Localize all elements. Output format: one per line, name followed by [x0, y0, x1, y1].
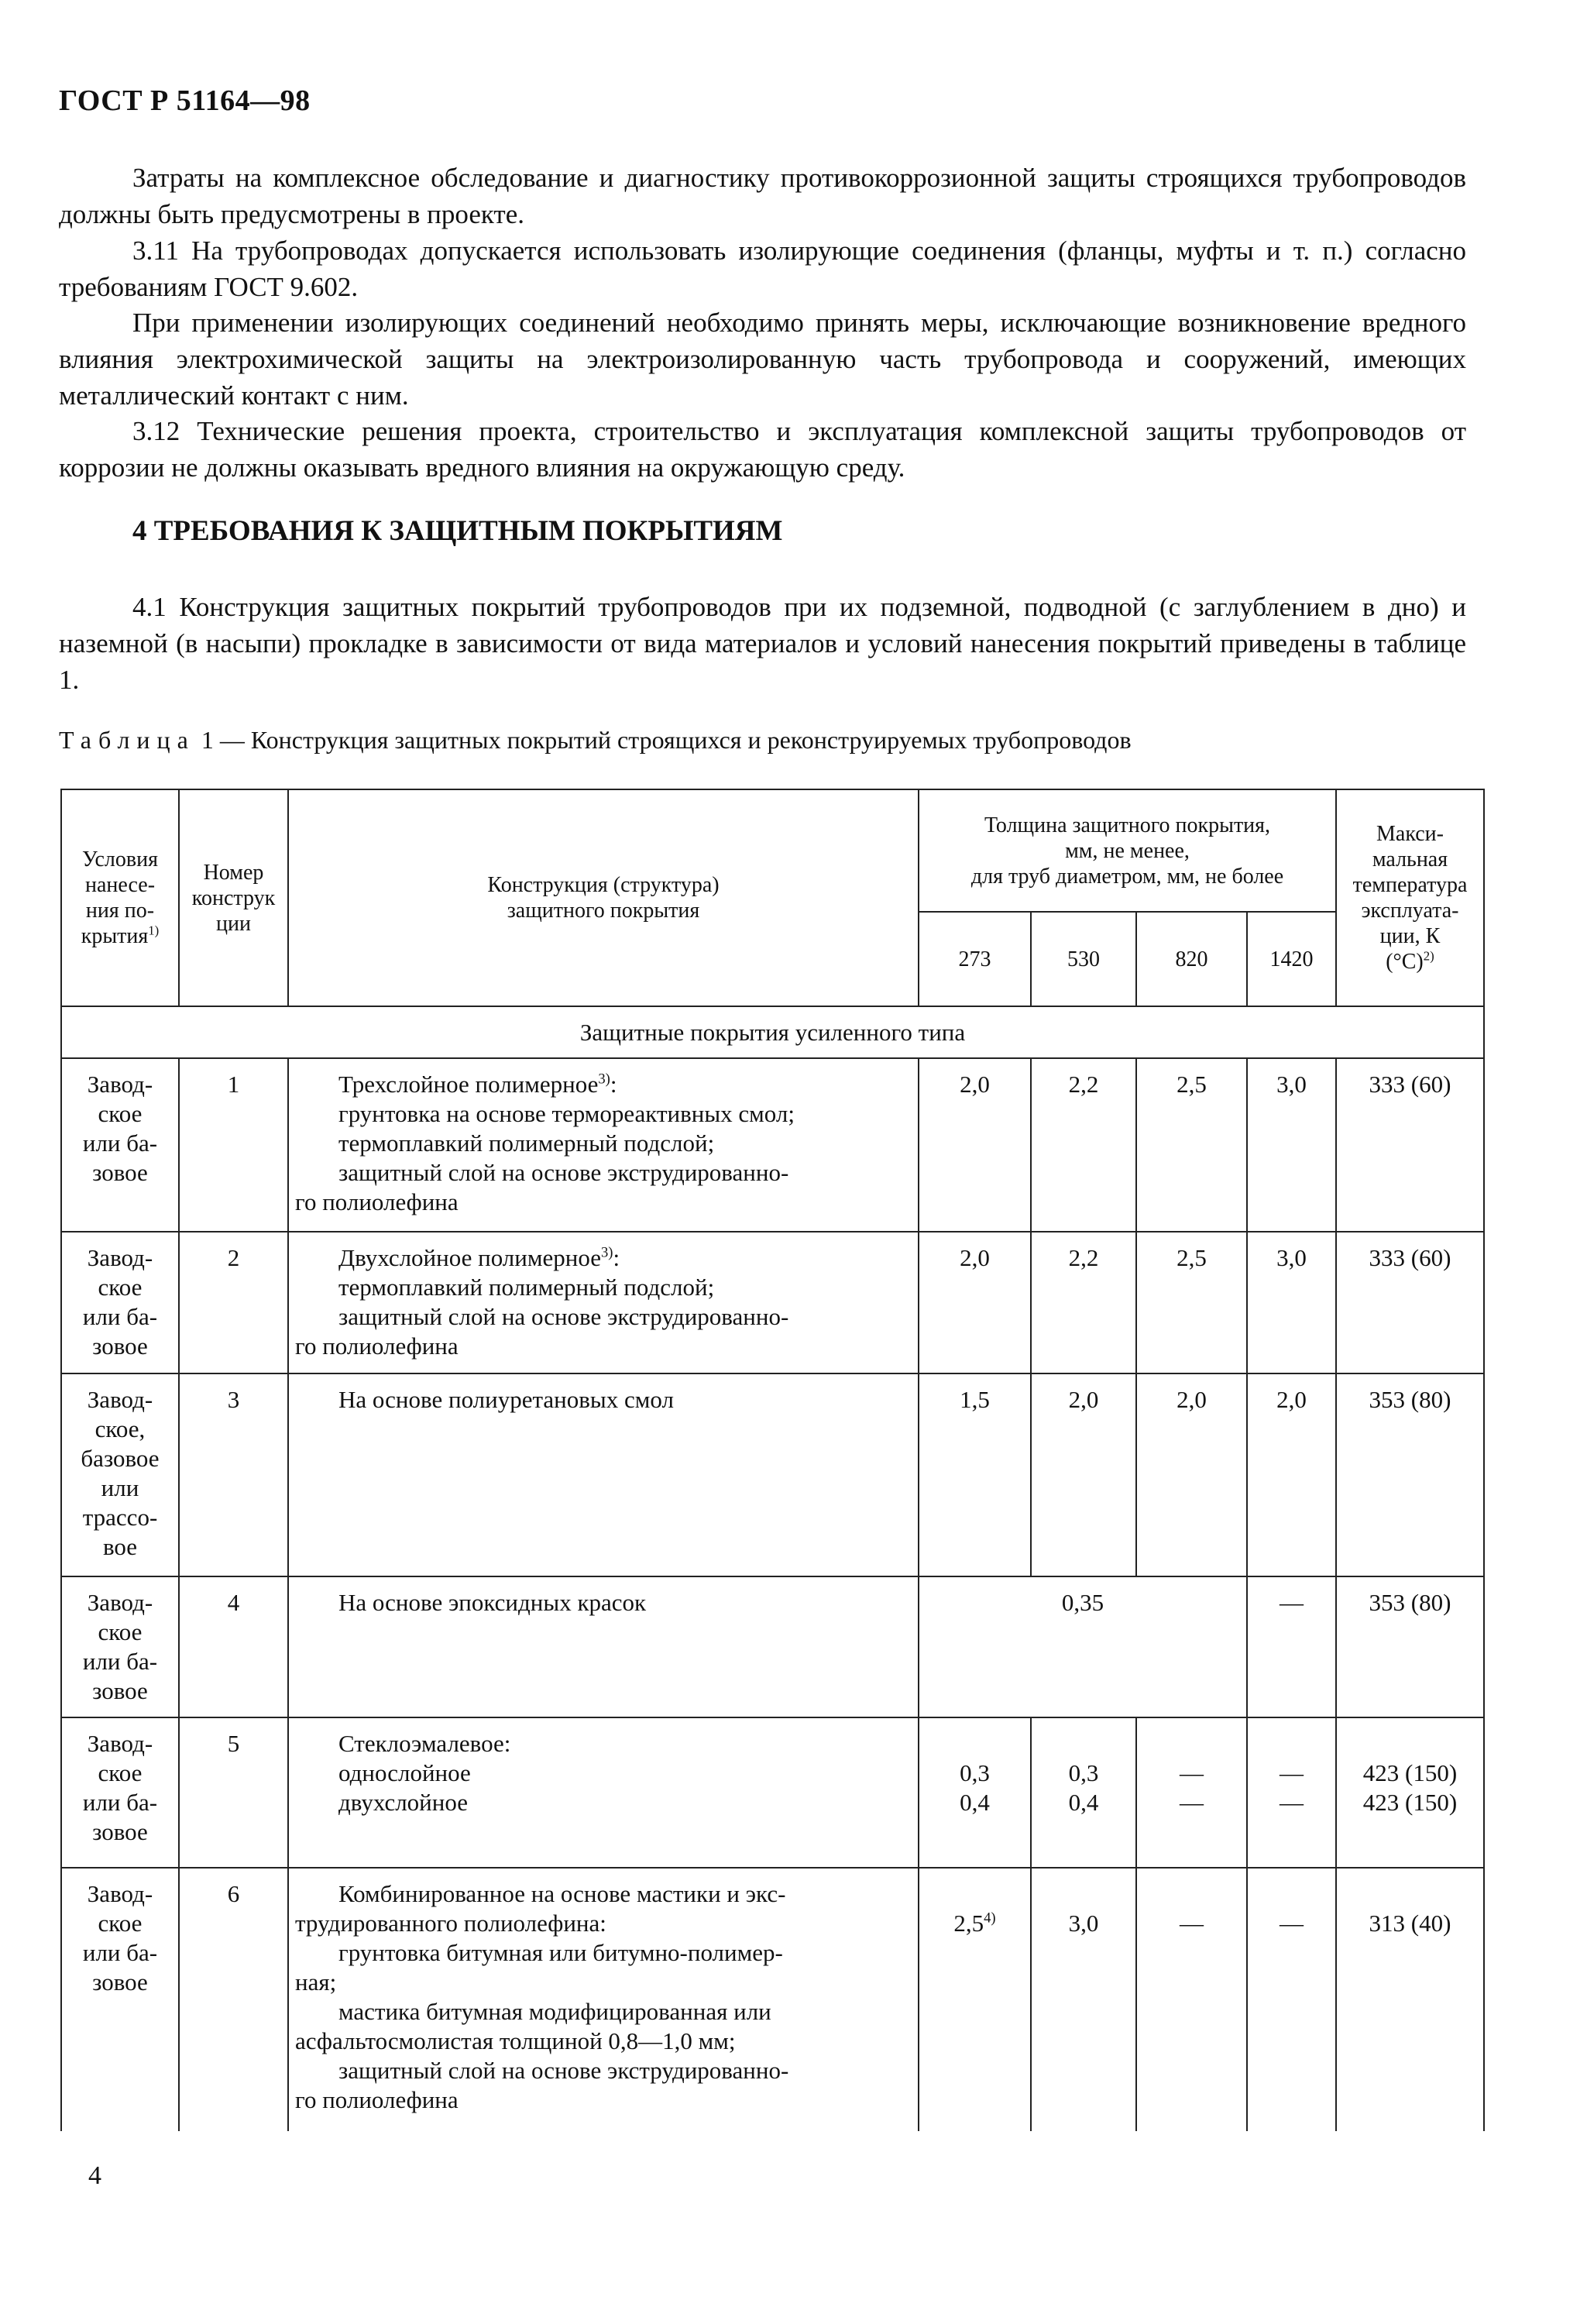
table-row [61, 1576, 1484, 1717]
header-diameter-273: 273 [919, 912, 1031, 1006]
cell-thickness-merged: 0,35 [919, 1576, 1247, 1717]
cell-thickness-273 [919, 1717, 1031, 1868]
construction-layer: термоплавкий полимерный подслой; [338, 1274, 715, 1301]
cell-thickness-820: — — [1136, 1717, 1247, 1868]
cell-number: 4 [179, 1576, 288, 1717]
footnote-ref: 1) [148, 923, 160, 938]
cell-thickness-530: 2,2 [1031, 1232, 1136, 1373]
header-max-temp-text: Макси- мальная температура эксплуата- ции, К (°С) [1352, 822, 1468, 974]
header-construction: Конструкция (структура) защитного покрытия [288, 789, 919, 1006]
header-conditions-text: Условия нанесе- ния по- крытия [81, 847, 158, 948]
thickness-value: 1,5 [960, 1386, 990, 1413]
footnote-ref: 3) [598, 1071, 610, 1088]
cell-thickness-1420: — [1247, 1576, 1336, 1717]
cell-max-temp: 353 (80) [1336, 1576, 1484, 1717]
construction-title-end: : [610, 1071, 617, 1098]
section-row-reinforced: Защитные покрытия усиленного типа [61, 1006, 1484, 1058]
cell-conditions: Завод- ское или ба- зовое [61, 1717, 179, 1868]
cell-max-temp: 353 (80) [1336, 1373, 1484, 1576]
paragraph-costs: Затраты на комплексное обследование и диагностику противокоррозионной защиты строящихся трубопроводов должны быть предусмотрены в проекте. [59, 163, 1466, 229]
cell-thickness-1420: — [1247, 1868, 1336, 2131]
table-body [61, 1006, 1484, 2131]
table-caption-label: Таблица [59, 726, 195, 754]
cell-max-temp: 333 (60) [1336, 1232, 1484, 1373]
cell-conditions: Завод- ское или ба- зовое [61, 1576, 179, 1717]
construction-layer: защитный слой на основе экструдированно- го полиолефина [295, 1303, 789, 1360]
cell-thickness-273 [919, 1868, 1031, 2131]
construction-title-end: : [613, 1244, 620, 1271]
coatings-table [60, 789, 1485, 2131]
cell-number: 6 [179, 1868, 288, 2131]
cell-max-temp: 313 (40) [1336, 1868, 1484, 2131]
construction-title-text: На основе полиуретановых смол [338, 1386, 674, 1413]
cell-thickness-530: 2,0 [1031, 1373, 1136, 1576]
cell-construction [288, 1232, 919, 1373]
cell-number: 2 [179, 1232, 288, 1373]
construction-title-text: Стеклоэмалевое: [338, 1730, 511, 1757]
header-diameter-530: 530 [1031, 912, 1136, 1006]
cell-max-temp: 423 (150) 423 (150) [1336, 1717, 1484, 1868]
construction-title-text: Трехслойное полимерное [338, 1071, 599, 1098]
cell-thickness-820: 2,5 [1136, 1058, 1247, 1232]
table-row [61, 1373, 1484, 1576]
thickness-value: 2,0 [960, 1244, 990, 1271]
table-row [61, 1717, 1484, 1868]
cell-construction [288, 1373, 919, 1576]
thickness-value: 2,0 [960, 1071, 990, 1098]
cell-thickness-1420: 3,0 [1247, 1232, 1336, 1373]
cell-number: 1 [179, 1058, 288, 1232]
cell-conditions: Завод- ское или ба- зовое [61, 1058, 179, 1232]
header-conditions [61, 789, 179, 1006]
cell-thickness-1420: — — [1247, 1717, 1336, 1868]
cell-thickness-530: 2,2 [1031, 1058, 1136, 1232]
footnote-ref: 3) [600, 1244, 613, 1261]
table-row [61, 1868, 1484, 2131]
cell-construction [288, 1868, 919, 2131]
construction-layer: мастика битумная модифицированная или асфальтосмолистая толщиной 0,8—1,0 мм; [295, 1998, 771, 2054]
header-number: Номер конструк ции [179, 789, 288, 1006]
cell-max-temp: 333 (60) [1336, 1058, 1484, 1232]
cell-thickness-273 [919, 1373, 1031, 1576]
cell-thickness-273 [919, 1058, 1031, 1232]
cell-conditions: Завод- ское или ба- зовое [61, 1232, 179, 1373]
table-row [61, 1058, 1484, 1232]
construction-title [295, 1385, 915, 1415]
construction-layer: термоплавкий полимерный подслой; [338, 1129, 715, 1157]
cell-conditions: Завод- ское или ба- зовое [61, 1868, 179, 2131]
construction-layer: защитный слой на основе экструдированно- го полиолефина [295, 1159, 789, 1215]
cell-thickness-530: 0,3 0,4 [1031, 1717, 1136, 1868]
construction-title-text: Комбинированное на основе мастики и экс- трудированного полиолефина: [295, 1880, 786, 1937]
cell-thickness-1420: 3,0 [1247, 1058, 1336, 1232]
cell-number: 3 [179, 1373, 288, 1576]
table-caption-text: 1 — Конструкция защитных покрытий строящихся и реконструируемых трубопроводов [201, 726, 1132, 754]
page-number: 4 [88, 2161, 101, 2190]
header-diameter-1420: 1420 [1247, 912, 1336, 1006]
construction-title [295, 1879, 915, 1938]
cell-thickness-820: 2,0 [1136, 1373, 1247, 1576]
cell-construction [288, 1717, 919, 1868]
paragraph-4-1: 4.1 Конструкция защитных покрытий трубопроводов при их подземной, подводной (с заглублением в дно) и наземной (в насыпи) прокладке в зависимости от вида материалов и условий нанесения покрытий приведены в таблице 1. [59, 592, 1466, 695]
cell-thickness-820: — [1136, 1868, 1247, 2131]
thickness-value: 2,5 [953, 1910, 984, 1937]
footnote-ref: 4) [984, 1910, 996, 1927]
cell-construction [288, 1058, 919, 1232]
header-max-temp [1336, 789, 1484, 1006]
construction-title-text: Двухслойное полимерное [338, 1244, 601, 1271]
construction-layer: однослойное [338, 1759, 471, 1786]
cell-thickness-273 [919, 1232, 1031, 1373]
thickness-value: 0,3 0,4 [960, 1759, 990, 1816]
header-thickness: Толщина защитного покрытия, мм, не менее, для труб диаметром, мм, не более [919, 789, 1336, 912]
cell-thickness-530: 3,0 [1031, 1868, 1136, 2131]
cell-construction [288, 1576, 919, 1717]
construction-layer: грунтовка битумная или битумно-полимер- ная; [295, 1939, 783, 1996]
paragraph-3-12: 3.12 Технические решения проекта, строительство и эксплуатация комплексной защиты трубопроводов от коррозии не должны оказывать вредного влияния на окружающую среду. [59, 416, 1466, 483]
cell-thickness-820: 2,5 [1136, 1232, 1247, 1373]
footnote-ref: 2) [1423, 948, 1434, 964]
construction-title [295, 1729, 915, 1758]
construction-layer: двухслойное [338, 1789, 469, 1816]
construction-title [295, 1588, 915, 1618]
cell-conditions: Завод- ское, базовое или трассо- вое [61, 1373, 179, 1576]
construction-title [295, 1070, 915, 1099]
construction-layer: защитный слой на основе экструдированно- го полиолефина [295, 2057, 789, 2113]
construction-title-text: На основе эпоксидных красок [338, 1589, 647, 1616]
construction-title [295, 1243, 915, 1273]
section-heading: 4 ТРЕБОВАНИЯ К ЗАЩИТНЫМ ПОКРЫТИЯМ [132, 515, 783, 547]
construction-layer: грунтовка на основе термореактивных смол; [338, 1100, 795, 1127]
paragraph-insulating-joints: При применении изолирующих соединений необходимо принять меры, исключающие возникновение вредного влияния электрохимической защиты на электроизолированную часть трубопровода и сооружений, имеющих металлический контакт с ним. [59, 308, 1466, 411]
document-id-header: ГОСТ Р 51164—98 [59, 84, 311, 117]
table-row [61, 1232, 1484, 1373]
header-diameter-820: 820 [1136, 912, 1247, 1006]
table-caption [59, 726, 1132, 755]
cell-number: 5 [179, 1717, 288, 1868]
paragraph-3-11: 3.11 На трубопроводах допускается использовать изолирующие соединения (фланцы, муфты и т. п.) согласно требованиям ГОСТ 9.602. [59, 235, 1466, 302]
cell-thickness-1420: 2,0 [1247, 1373, 1336, 1576]
